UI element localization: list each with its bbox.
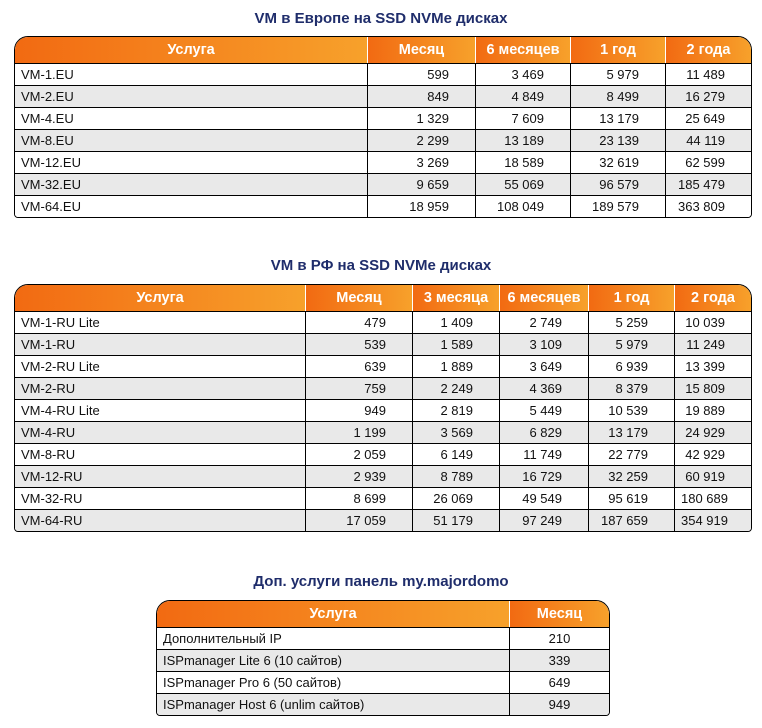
service-name-cell: VM-1.EU bbox=[15, 63, 368, 85]
price-cell: 2 819 bbox=[413, 399, 500, 421]
price-cell: 189 579 bbox=[571, 195, 666, 217]
price-cell: 13 189 bbox=[476, 129, 571, 151]
price-cell: 3 569 bbox=[413, 421, 500, 443]
ru-header-1: Месяц bbox=[306, 285, 413, 311]
price-cell: 4 849 bbox=[476, 85, 571, 107]
table-row bbox=[15, 107, 751, 129]
price-cell: 949 bbox=[510, 693, 609, 715]
service-name-cell: VM-1-RU bbox=[15, 333, 306, 355]
price-cell: 210 bbox=[510, 627, 609, 649]
price-cell: 32 259 bbox=[589, 465, 675, 487]
eu-header-1: Месяц bbox=[368, 37, 476, 63]
eu-header-2: 6 месяцев bbox=[476, 37, 571, 63]
service-name-cell: VM-2-RU Lite bbox=[15, 355, 306, 377]
table-row bbox=[157, 649, 609, 671]
price-cell: 22 779 bbox=[589, 443, 675, 465]
price-cell: 17 059 bbox=[306, 509, 413, 531]
price-cell: 25 649 bbox=[666, 107, 751, 129]
table-row bbox=[157, 671, 609, 693]
price-cell: 1 589 bbox=[413, 333, 500, 355]
price-cell: 1 329 bbox=[368, 107, 476, 129]
price-cell: 8 699 bbox=[306, 487, 413, 509]
price-cell: 8 499 bbox=[571, 85, 666, 107]
price-cell: 24 929 bbox=[675, 421, 751, 443]
price-cell: 354 919 bbox=[675, 509, 751, 531]
service-name-cell: ISPmanager Host 6 (unlim сайтов) bbox=[157, 693, 510, 715]
price-cell: 15 809 bbox=[675, 377, 751, 399]
price-cell: 11 489 bbox=[666, 63, 751, 85]
price-cell: 639 bbox=[306, 355, 413, 377]
price-cell: 1 199 bbox=[306, 421, 413, 443]
price-cell: 55 069 bbox=[476, 173, 571, 195]
extra-services-table bbox=[156, 600, 610, 716]
table-row bbox=[15, 311, 751, 333]
price-cell: 51 179 bbox=[413, 509, 500, 531]
price-cell: 1 409 bbox=[413, 311, 500, 333]
price-cell: 187 659 bbox=[589, 509, 675, 531]
price-cell: 26 069 bbox=[413, 487, 500, 509]
ru-header-5: 2 года bbox=[675, 285, 751, 311]
eu-table-title: VM в Европе на SSD NVMe дисках bbox=[254, 10, 508, 27]
price-cell: 6 829 bbox=[500, 421, 589, 443]
service-name-cell: VM-4-RU Lite bbox=[15, 399, 306, 421]
eu-price-table bbox=[14, 36, 752, 218]
service-name-cell: ISPmanager Pro 6 (50 сайтов) bbox=[157, 671, 510, 693]
price-cell: 5 979 bbox=[589, 333, 675, 355]
price-cell: 3 269 bbox=[368, 151, 476, 173]
price-cell: 16 279 bbox=[666, 85, 751, 107]
price-cell: 108 049 bbox=[476, 195, 571, 217]
price-cell: 599 bbox=[368, 63, 476, 85]
ru-header-2: 3 месяца bbox=[413, 285, 500, 311]
price-cell: 16 729 bbox=[500, 465, 589, 487]
table-row bbox=[15, 487, 751, 509]
price-cell: 62 599 bbox=[666, 151, 751, 173]
price-cell: 759 bbox=[306, 377, 413, 399]
price-cell: 7 609 bbox=[476, 107, 571, 129]
price-cell: 49 549 bbox=[500, 487, 589, 509]
price-cell: 95 619 bbox=[589, 487, 675, 509]
price-cell: 97 249 bbox=[500, 509, 589, 531]
ru-table-title: VM в РФ на SSD NVMe дисках bbox=[270, 257, 492, 274]
service-name-cell: VM-2.EU bbox=[15, 85, 368, 107]
service-name-cell: Дополнительный IP bbox=[157, 627, 510, 649]
price-cell: 5 449 bbox=[500, 399, 589, 421]
table-row bbox=[15, 63, 751, 85]
table-row bbox=[157, 627, 609, 649]
price-cell: 13 179 bbox=[589, 421, 675, 443]
price-cell: 3 109 bbox=[500, 333, 589, 355]
price-cell: 8 379 bbox=[589, 377, 675, 399]
price-cell: 2 299 bbox=[368, 129, 476, 151]
service-name-cell: VM-32.EU bbox=[15, 173, 368, 195]
service-name-cell: VM-12-RU bbox=[15, 465, 306, 487]
price-cell: 539 bbox=[306, 333, 413, 355]
ru-header-3: 6 месяцев bbox=[500, 285, 589, 311]
price-cell: 6 149 bbox=[413, 443, 500, 465]
price-cell: 8 789 bbox=[413, 465, 500, 487]
eu-header-0: Услуга bbox=[15, 37, 368, 63]
table-row bbox=[15, 465, 751, 487]
price-cell: 2 749 bbox=[500, 311, 589, 333]
ru-header-0: Услуга bbox=[15, 285, 306, 311]
price-cell: 11 249 bbox=[675, 333, 751, 355]
table-row bbox=[157, 693, 609, 715]
ru-header-4: 1 год bbox=[589, 285, 675, 311]
price-cell: 2 249 bbox=[413, 377, 500, 399]
price-cell: 42 929 bbox=[675, 443, 751, 465]
table-row bbox=[15, 333, 751, 355]
ru-price-table bbox=[14, 284, 752, 532]
price-cell: 19 889 bbox=[675, 399, 751, 421]
price-cell: 2 939 bbox=[306, 465, 413, 487]
price-cell: 44 119 bbox=[666, 129, 751, 151]
price-cell: 479 bbox=[306, 311, 413, 333]
price-cell: 3 469 bbox=[476, 63, 571, 85]
table-row bbox=[15, 443, 751, 465]
price-cell: 1 889 bbox=[413, 355, 500, 377]
price-cell: 10 539 bbox=[589, 399, 675, 421]
price-cell: 9 659 bbox=[368, 173, 476, 195]
table-row bbox=[15, 355, 751, 377]
table-row bbox=[15, 85, 751, 107]
price-cell: 4 369 bbox=[500, 377, 589, 399]
service-name-cell: VM-2-RU bbox=[15, 377, 306, 399]
price-cell: 339 bbox=[510, 649, 609, 671]
table-row bbox=[15, 151, 751, 173]
price-cell: 3 649 bbox=[500, 355, 589, 377]
price-cell: 10 039 bbox=[675, 311, 751, 333]
service-name-cell: VM-64.EU bbox=[15, 195, 368, 217]
service-name-cell: VM-1-RU Lite bbox=[15, 311, 306, 333]
service-name-cell: VM-8-RU bbox=[15, 443, 306, 465]
price-cell: 185 479 bbox=[666, 173, 751, 195]
table-row bbox=[15, 399, 751, 421]
price-cell: 96 579 bbox=[571, 173, 666, 195]
extra-table-title: Доп. услуги панель my.majordomo bbox=[253, 573, 509, 590]
price-cell: 649 bbox=[510, 671, 609, 693]
price-cell: 5 979 bbox=[571, 63, 666, 85]
price-cell: 2 059 bbox=[306, 443, 413, 465]
service-name-cell: VM-8.EU bbox=[15, 129, 368, 151]
service-name-cell: ISPmanager Lite 6 (10 сайтов) bbox=[157, 649, 510, 671]
price-cell: 23 139 bbox=[571, 129, 666, 151]
price-cell: 13 179 bbox=[571, 107, 666, 129]
price-cell: 13 399 bbox=[675, 355, 751, 377]
service-name-cell: VM-64-RU bbox=[15, 509, 306, 531]
extra-header-0: Услуга bbox=[157, 601, 510, 627]
table-row bbox=[15, 195, 751, 217]
service-name-cell: VM-32-RU bbox=[15, 487, 306, 509]
price-cell: 5 259 bbox=[589, 311, 675, 333]
table-row bbox=[15, 421, 751, 443]
extra-header-1: Месяц bbox=[510, 601, 609, 627]
price-cell: 18 589 bbox=[476, 151, 571, 173]
price-cell: 60 919 bbox=[675, 465, 751, 487]
table-row bbox=[15, 377, 751, 399]
price-cell: 11 749 bbox=[500, 443, 589, 465]
eu-header-4: 2 года bbox=[666, 37, 751, 63]
service-name-cell: VM-4.EU bbox=[15, 107, 368, 129]
price-cell: 18 959 bbox=[368, 195, 476, 217]
price-cell: 6 939 bbox=[589, 355, 675, 377]
table-row bbox=[15, 509, 751, 531]
service-name-cell: VM-4-RU bbox=[15, 421, 306, 443]
eu-header-3: 1 год bbox=[571, 37, 666, 63]
table-row bbox=[15, 129, 751, 151]
price-cell: 180 689 bbox=[675, 487, 751, 509]
price-cell: 849 bbox=[368, 85, 476, 107]
price-cell: 32 619 bbox=[571, 151, 666, 173]
table-row bbox=[15, 173, 751, 195]
price-cell: 949 bbox=[306, 399, 413, 421]
service-name-cell: VM-12.EU bbox=[15, 151, 368, 173]
price-cell: 363 809 bbox=[666, 195, 751, 217]
